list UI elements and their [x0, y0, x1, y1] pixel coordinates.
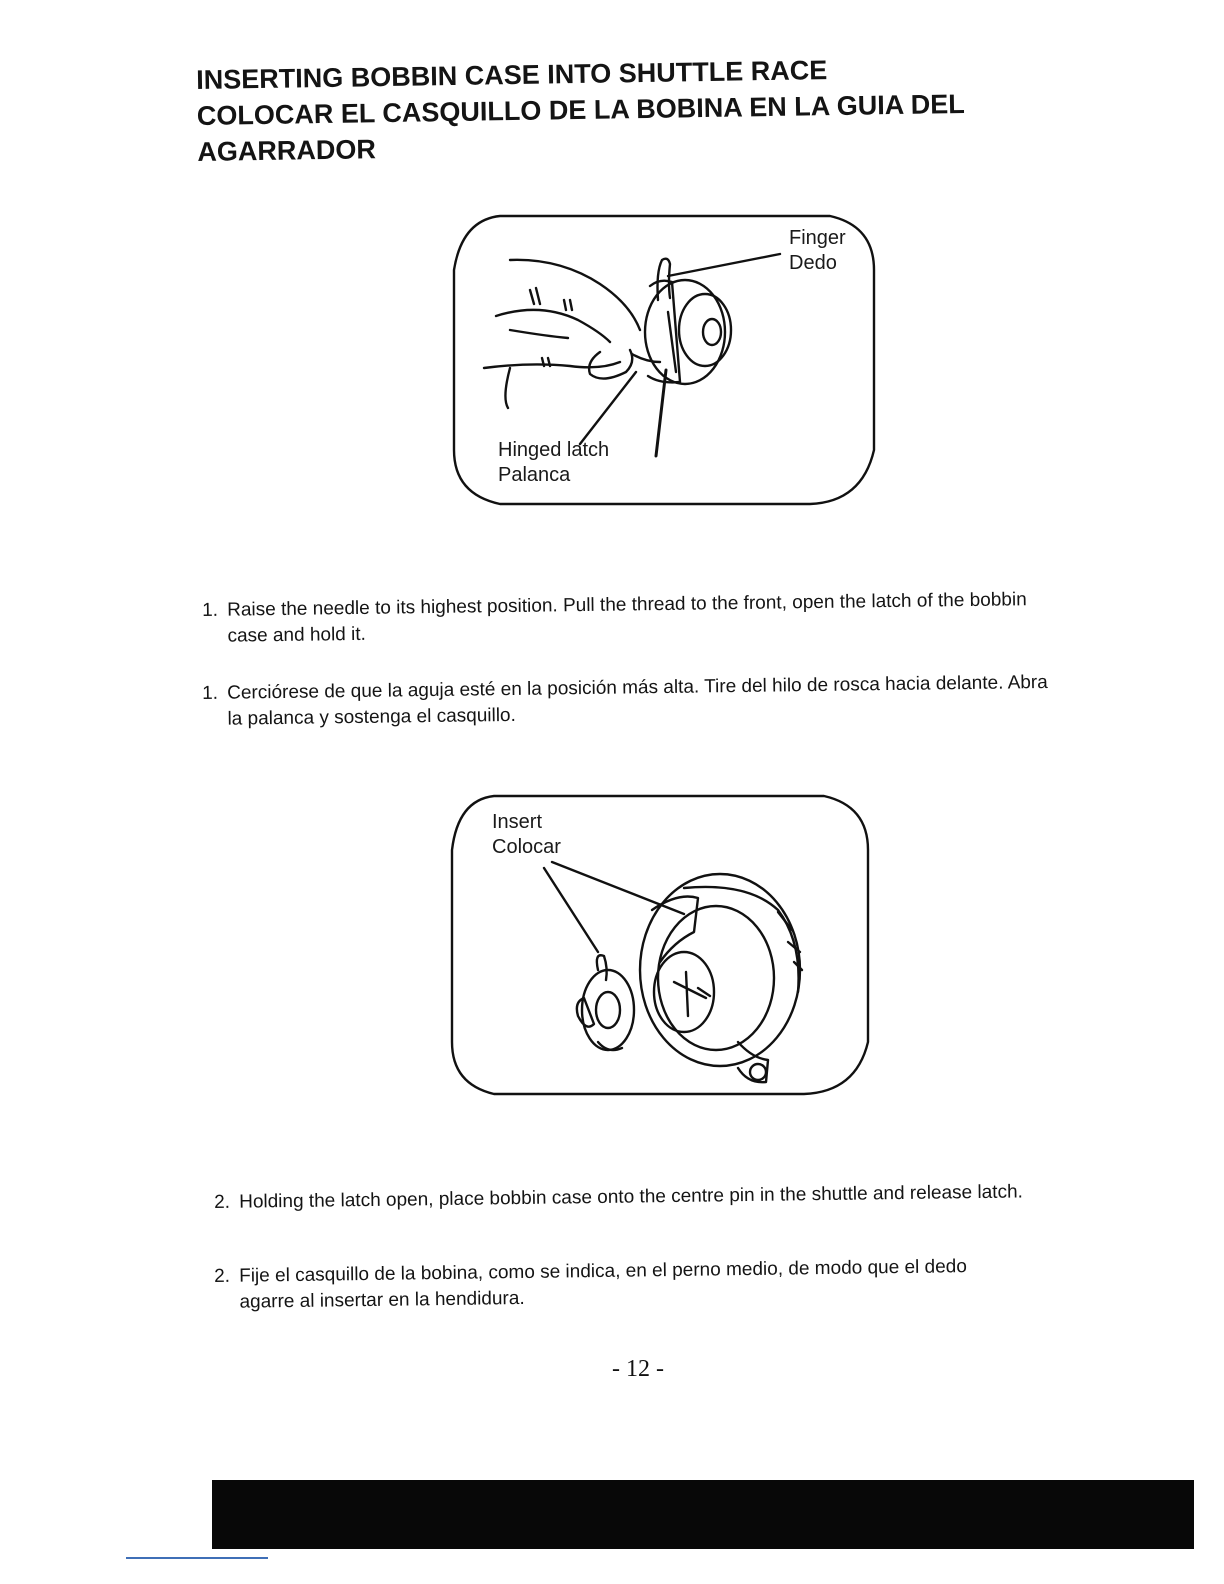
footer-bar — [212, 1480, 1194, 1549]
step-1-english — [202, 587, 1049, 650]
page-number: - 12 - — [612, 1356, 664, 1382]
step-1-spanish — [202, 670, 1049, 733]
figure-open-latch — [450, 212, 878, 508]
insert-arrow-line — [544, 868, 598, 952]
step-number: 2. — [214, 1265, 231, 1287]
finger-leader-line — [668, 254, 780, 276]
latch-leader-line — [580, 372, 636, 444]
step-text: Holding the latch open, place bobbin case onto the centre pin in the shuttle and release latch. — [239, 1181, 1023, 1213]
step-text: Cerciórese de que la aguja esté en la posición más alta. Tire del hilo de rosca hacia delante. Abra la palanca y sostenga el casquillo. — [227, 671, 1048, 730]
step-number: 2. — [214, 1191, 231, 1213]
title-line-spanish: COLOCAR EL CASQUILLO DE LA BOBINA EN LA GUIA DEL — [196, 88, 965, 131]
step-text: Raise the needle to its highest position. Pull the thread to the front, open the latch of the bobbin case and hold it. — [227, 589, 1027, 647]
page-title — [196, 48, 1098, 170]
insert-arrow-line-2 — [552, 862, 684, 914]
figure-insert-case — [448, 792, 872, 1098]
title-line-spanish-cont: AGARRADOR — [197, 134, 377, 167]
step-number: 1. — [202, 682, 219, 704]
footer-link-underline — [126, 1557, 268, 1559]
thread — [656, 370, 666, 456]
finger-label: Finger Dedo — [789, 227, 846, 274]
title-line-english: INSERTING BOBBIN CASE INTO SHUTTLE RACE — [196, 55, 828, 95]
hinged-latch-label: Hinged latch Palanca — [498, 439, 610, 486]
step-2-english — [214, 1179, 1026, 1216]
step-number: 1. — [202, 599, 219, 621]
step-2-spanish — [214, 1253, 1027, 1316]
insert-label: Insert Colocar — [492, 811, 561, 858]
step-text: Fije el casquillo de la bobina, como se indica, en el perno medio, de modo que el dedo agarre al insertar en la hendidura. — [239, 1256, 967, 1313]
